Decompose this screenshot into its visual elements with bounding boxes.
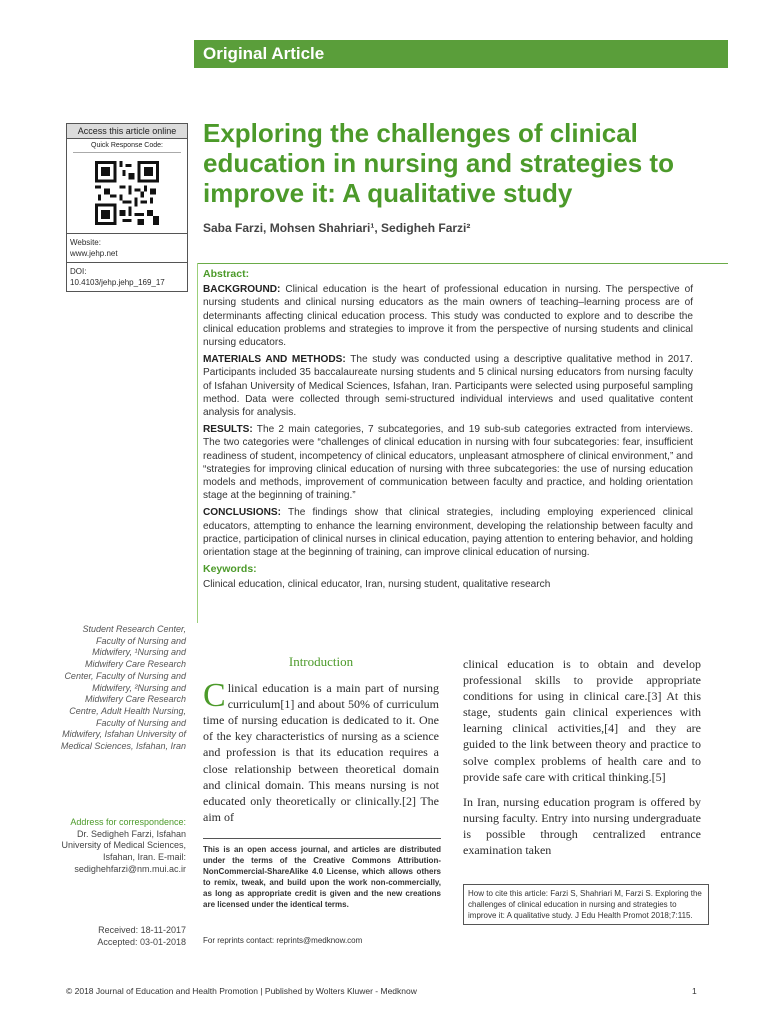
doi-section — [67, 262, 187, 291]
open-access-notice: This is an open access journal, and articles are distributed under the terms of the Creative Commons Attribution-NonCommercial-ShareAlike 4.0 License, which allows others to remix, tweak, and build upon the work non-commercially, as long as appropriate credit is given and the new creations are licensed under the identical terms. — [203, 845, 441, 909]
page-footer: © 2018 Journal of Education and Health Promotion | Published by Wolters Kluwer - Medknow — [66, 986, 417, 996]
abstract-side-rule — [197, 263, 198, 623]
conclusions-text: The findings show that clinical strategies, including employing experienced clinical educators, attempting to enhance the learning environment, developing the relationship between faculty and practice, participation of clinical nurses in clinical education, paying attention to entering behavior, and holding orientation stage at the beginning of training, can improve clinical education of nursing. — [203, 507, 693, 559]
keywords-heading: Keywords: — [203, 563, 257, 576]
article-dates — [60, 924, 186, 948]
methods-text: The study was conducted using a descriptive qualitative method in 2017. Participants included 35 baccalaureate nursing students and 5 clinical nursing educators from nursing faculty of Isfahan University of Medical Sciences, Isfahan, Iran. Participants were selected using purposeful sampling method. Data were collected through semi-structured individual interviews and used qualitative content analysis for analysis. — [203, 354, 693, 419]
background-text: Clinical education is the heart of professional education in nursing. The perspective of nursing students and clinical nursing educators as the main owners of teaching–learning process are of determinants affecting clinical education process. This study was conducted to explore and to describe the clinical education problems and strategies to improve it from the perspective of nursing students and clinical nursing educators. — [203, 284, 693, 349]
correspondence-label: Address for correspondence: — [70, 817, 186, 827]
correspondence-text: Dr. Sedigheh Farzi, Isfahan University of Medical Sciences, Isfahan, Iran. E-mail: sedighehfarzi@nm.mui.ac.ir — [61, 828, 186, 874]
accepted-date: Accepted: 03-01-2018 — [97, 937, 186, 947]
abstract-top-rule — [197, 263, 728, 264]
doi-link[interactable]: 10.4103/jehp.jehp_169_17 — [70, 278, 165, 287]
article-type-banner — [194, 40, 728, 68]
intro-text-3: In Iran, nursing education program is offered by nursing faculty. Entry into nursing undergraduate is possible through centralized entrance examination taken — [463, 794, 701, 858]
affiliation: Student Research Center, Faculty of Nursing and Midwifery, ¹Nursing and Midwifery Care Research Center, Faculty of Nursing and Midwifery, ²Nursing and Midwifery Care Research Centre, Adult Health Nursing, Faculty of Nursing and Midwifery, Isfahan University of Medical Sciences, Isfahan, Iran — [60, 624, 186, 752]
page-number: 1 — [692, 986, 697, 996]
intro-text-2: clinical education is to obtain and develop professional skills to provide appropriate conditions for using in clinical care.[3] At this stage, students gain clinical experiences with learning clinical activities,[4] and they are guided to the link between theory and practice to solve complex problems of health care and to provide safe care with critical thinking.[5] — [463, 657, 701, 784]
abstract-results — [203, 423, 693, 502]
abstract-heading: Abstract: — [203, 268, 250, 280]
received-date: Received: 18-11-2017 — [98, 925, 186, 935]
qr-code-icon[interactable] — [95, 161, 159, 225]
abstract-background — [203, 283, 693, 349]
introduction-heading: Introduction — [288, 654, 354, 669]
correspondence — [60, 817, 186, 876]
abstract-methods — [203, 353, 693, 419]
background-label: BACKGROUND: — [203, 284, 281, 296]
article-title: Exploring the challenges of clinical education in nursing and strategies to improve it: A qualitative study — [203, 118, 674, 208]
citation-box: How to cite this article: Farzi S, Shahriari M, Farzi S. Exploring the challenges of clinical education in nursing and strategies to improve it: A qualitative study. J Edu Health Promot 2018;7:115. — [463, 884, 709, 925]
abstract-conclusions — [203, 506, 693, 559]
access-online-header: Access this article online — [67, 124, 187, 139]
doi-label: DOI: — [70, 267, 87, 276]
open-access-rule — [203, 838, 441, 839]
methods-label: MATERIALS AND METHODS: — [203, 354, 346, 366]
abstract — [203, 268, 693, 592]
author-list: Saba Farzi, Mohsen Shahriari¹, Sedigheh Farzi² — [203, 221, 471, 235]
qr-label: Quick Response Code: — [73, 139, 181, 153]
results-text: The 2 main categories, 7 subcategories, and 19 sub-sub categories extracted from interviews. The two categories were “challenges of clinical education in nursing with four subcategories: fear, insufficient readiness of student, incompetency of clinical educators, unpleasant atmosphere of clinical environment,” and “strategies for improving clinical education of nursing with three subcategories: the use of nursing education models and methods, improvement of communication between faculty and practice, and holding orientation stage at the beginning of training.” — [203, 424, 694, 502]
website-section — [67, 233, 187, 262]
access-online-box — [66, 123, 188, 292]
reprints-contact: For reprints contact: reprints@medknow.com — [203, 936, 363, 945]
intro-text-1: linical education is a main part of nursing curriculum[1] and about 50% of curriculum time of nursing education is dedicated to it. One of the key characteristics of nursing as a science and profession is that its education requires a close relationship between theoretical domain and clinical domain. This means nursing is not educated only theoretically or clinically.[2] The aim of — [203, 681, 439, 824]
website-label: Website: — [70, 238, 101, 247]
keywords-text: Clinical education, clinical educator, Iran, nursing student, qualitative research — [203, 579, 551, 591]
drop-cap: C — [203, 677, 226, 715]
body-column-2 — [463, 656, 701, 867]
conclusions-label: CONCLUSIONS: — [203, 507, 281, 519]
article-type-label: Original Article — [203, 44, 325, 63]
website-link[interactable]: www.jehp.net — [70, 249, 118, 258]
body-column-1 — [203, 654, 439, 825]
results-label: RESULTS: — [203, 424, 253, 436]
